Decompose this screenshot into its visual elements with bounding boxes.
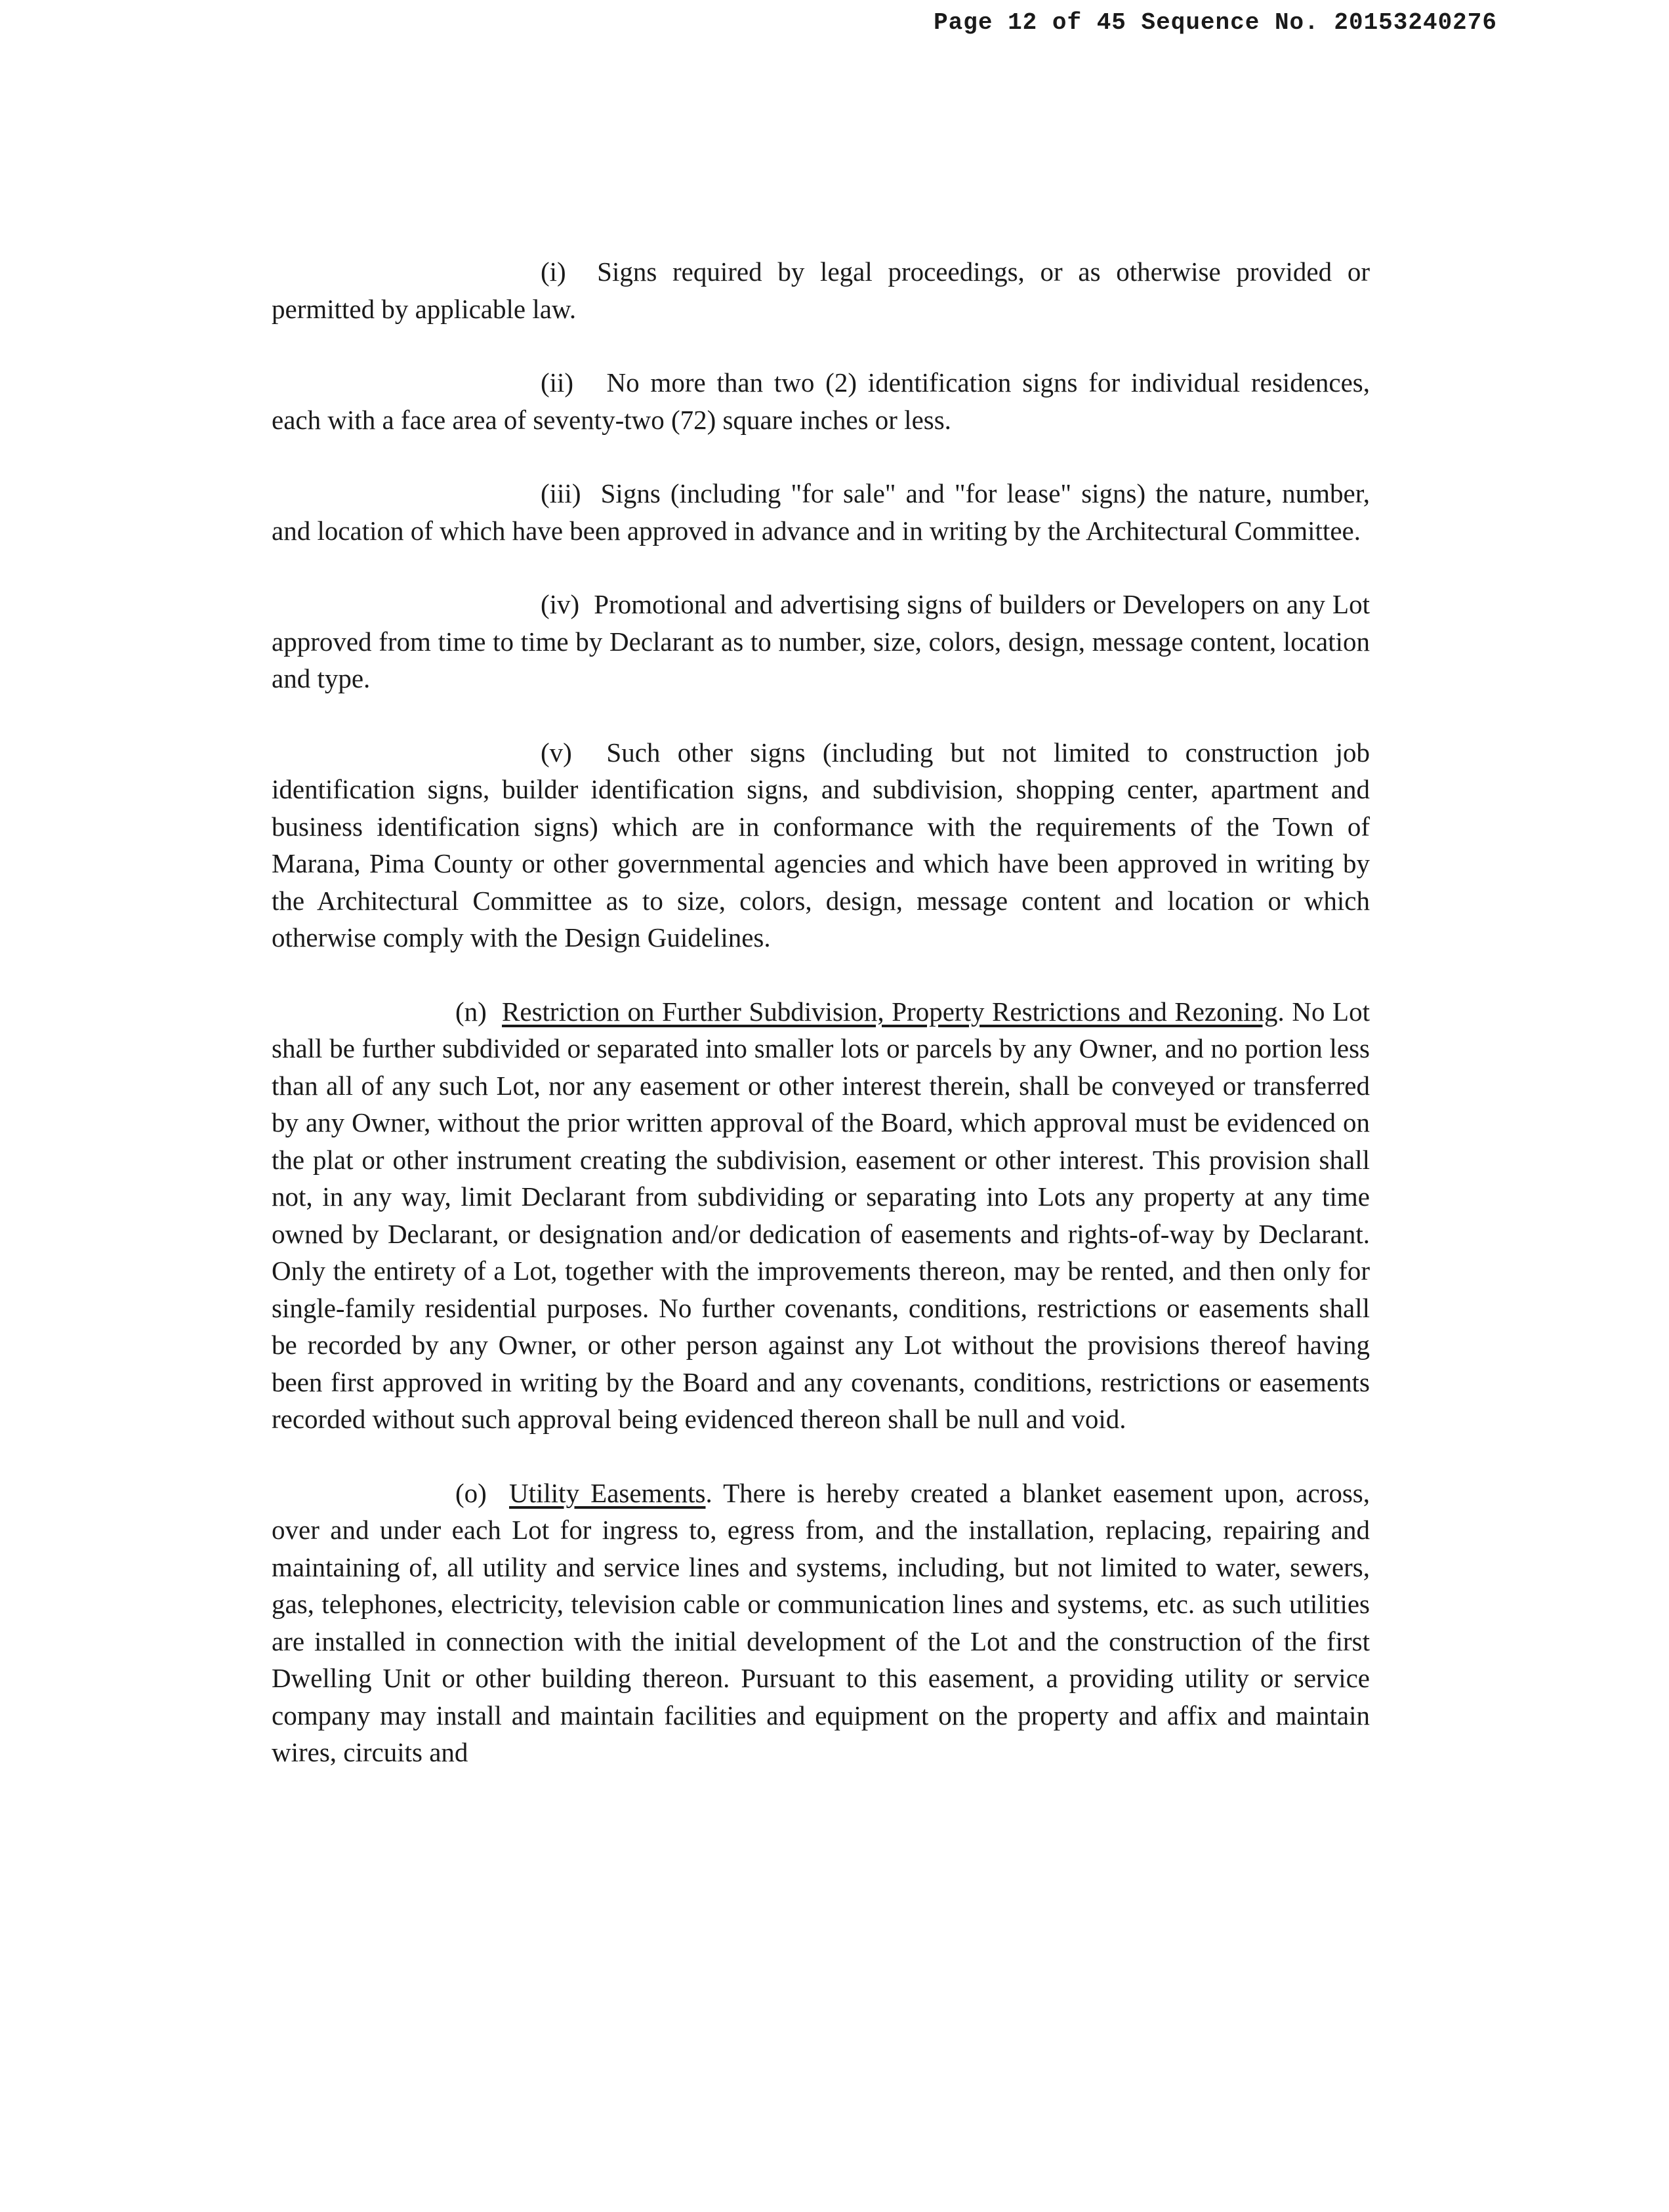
clause-text: Signs (including "for sale" and "for lease" signs) the nature, number, and location of which have been approved in advance and in writing by the Architectural Committee. bbox=[272, 478, 1370, 546]
clause-marker: (ii) bbox=[541, 367, 574, 398]
clause-i bbox=[272, 253, 1370, 327]
clause-iv bbox=[272, 586, 1370, 697]
document-body bbox=[272, 253, 1370, 1808]
section-n: (n) Restriction on Further Subdivision, Property Restrictions and Rezoning. No Lot shall be further subdivided or separated into smaller lots or parcels by any Owner, and no portion less than all of any such Lot, nor any easement or other interest therein, shall be conveyed or transferred by any Owner, without the prior written approval of the Board, which approval must be evidenced on the plat or other instrument creating the subdivision, easement or other interest. This provision shall not, in any way, limit Declarant from subdividing or separating into Lots any property at any time owned by Declarant, or designation and/or dedication of easements and rights-of-way by Declarant. Only the entirety of a Lot, together with the improvements thereon, may be rented, and then only for single-family residential purposes. No further covenants, conditions, restrictions or easements shall be recorded by any Owner, or other person against any Lot without the provisions thereof having been first approved in writing by the Board and any covenants, conditions, restrictions or easements recorded without such approval being evidenced thereon shall be null and void. bbox=[272, 996, 1370, 1434]
clause-marker: (iv) bbox=[541, 589, 580, 619]
clause-v bbox=[272, 734, 1370, 956]
clause-marker: (i) bbox=[541, 256, 566, 287]
clause-text: Promotional and advertising signs of builders or Developers on any Lot approved from time to time by Declarant as to number, size, colors, design, message content, location and type. bbox=[272, 589, 1370, 693]
section-heading: Utility Easements bbox=[509, 1477, 706, 1508]
section-text: There is hereby created a blanket easement upon, across, over and under each Lot for ingress to, egress from, and the installation, replacing, repairing and maintaining of, all utility and service lines and systems, including, but not limited to water, sewers, gas, telephones, electricity, television cable or communication lines and systems, etc. as such utilities are installed in connection with the initial development of the Lot and the construction of the first Dwelling Unit or other building thereon. Pursuant to this easement, a providing utility or service company may install and maintain facilities and equipment on the property and affix and maintain wires, circuits and bbox=[272, 1477, 1370, 1767]
section-text: No Lot shall be further subdivided or separated into smaller lots or parcels by any Owner, and no portion less than all of any such Lot, nor any easement or other interest therein, shall be conveyed or transferred by any Owner, without the prior written approval of the Board, which approval must be evidenced on the plat or other instrument creating the subdivision, easement or other interest. This provision shall not, in any way, limit Declarant from subdividing or separating into Lots any property at any time owned by Declarant, or designation and/or dedication of easements and rights-of-way by Declarant. Only the entirety of a Lot, together with the improvements thereon, may be rented, and then only for single-family residential purposes. No further covenants, conditions, restrictions or easements shall be recorded by any Owner, or other person against any Lot without the provisions thereof having been first approved in writing by the Board and any covenants, conditions, restrictions or easements recorded without such approval being evidenced thereon shall be null and void. bbox=[272, 996, 1370, 1434]
page-sequence-header: Page 12 of 45 Sequence No. 20153240276 bbox=[934, 9, 1497, 36]
section-marker: (o) bbox=[455, 1477, 487, 1508]
section-marker: (n) bbox=[455, 996, 487, 1027]
clause-text: Such other signs (including but not limited to construction job identification signs, builder identification signs, and subdivision, shopping center, apartment and business identification signs) which are in conformance with the requirements of the Town of Marana, Pima County or other governmental agencies and which have been approved in writing by the Architectural Committee as to size, colors, design, message content and location or which otherwise comply with the Design Guidelines. bbox=[272, 737, 1370, 952]
clause-text: Signs required by legal proceedings, or as otherwise provided or permitted by applicable law. bbox=[272, 256, 1370, 324]
clause-marker: (v) bbox=[541, 737, 572, 768]
clause-marker: (iii) bbox=[541, 478, 581, 508]
clause-text: No more than two (2) identification signs for individual residences, each with a face area of seventy-two (72) square inches or less. bbox=[272, 367, 1370, 435]
clause-ii bbox=[272, 364, 1370, 438]
section-o: (o) Utility Easements. There is hereby created a blanket easement upon, across, over and under each Lot for ingress to, egress from, and the installation, replacing, repairing and maintaining of, all utility and service lines and systems, including, but not limited to water, sewers, gas, telephones, electricity, television cable or communication lines and systems, etc. as such utilities are installed in connection with the initial development of the Lot and the construction of the first Dwelling Unit or other building thereon. Pursuant to this easement, a providing utility or service company may install and maintain facilities and equipment on the property and affix and maintain wires, circuits and bbox=[272, 1477, 1370, 1767]
clause-iii bbox=[272, 475, 1370, 549]
section-heading: Restriction on Further Subdivision, Property Restrictions and Rezoning bbox=[502, 996, 1278, 1027]
